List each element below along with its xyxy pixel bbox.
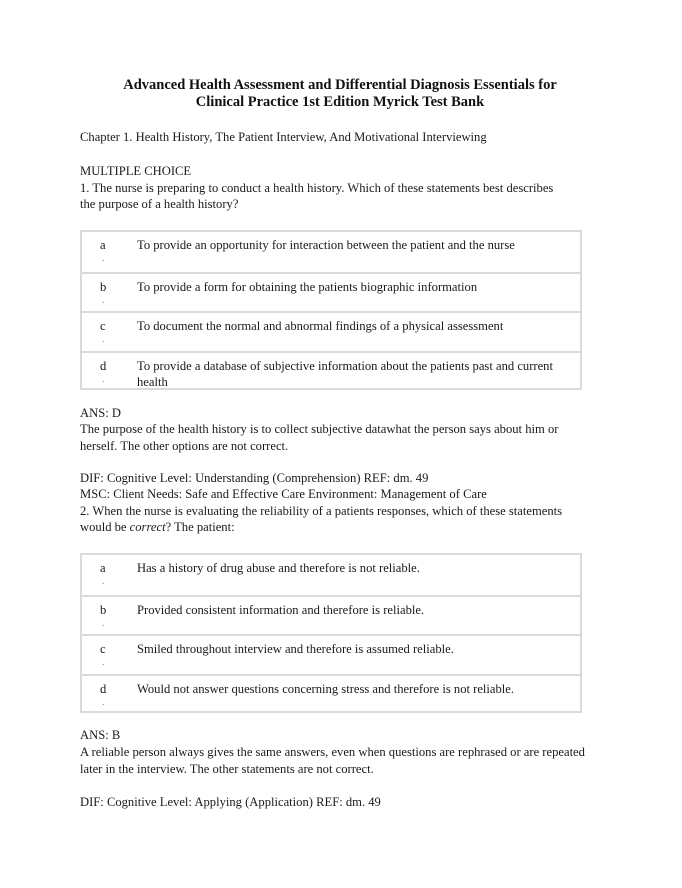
question-1-dif: DIF: Cognitive Level: Understanding (Comprehension) REF: dm. 49 bbox=[80, 471, 429, 485]
question-2-stem-line-2 bbox=[80, 519, 235, 536]
choice-row[interactable] bbox=[82, 272, 580, 312]
choice-letter: d bbox=[100, 681, 107, 696]
choice-text: To provide a form for obtaining the patients biographic information bbox=[137, 279, 478, 294]
question-1-msc: MSC: Client Needs: Safe and Effective Care Environment: Management of Care bbox=[80, 487, 487, 501]
choice-text: Smiled throughout interview and therefore is assumed reliable. bbox=[137, 642, 454, 656]
choice-text: Would not answer questions concerning stress and therefore is not reliable. bbox=[137, 681, 515, 696]
question-1-choices bbox=[80, 230, 582, 390]
title-line-1: Advanced Health Assessment and Differential Diagnosis Essentials for bbox=[123, 77, 557, 93]
choice-row[interactable] bbox=[82, 595, 580, 635]
question-2-choices bbox=[80, 553, 582, 713]
stem-emphasis: correct bbox=[129, 520, 166, 534]
document-title bbox=[80, 77, 600, 111]
choice-dot: . bbox=[102, 294, 105, 306]
choice-dot: . bbox=[102, 373, 105, 385]
question-2-stem-line-1: 2. When the nurse is evaluating the reliability of a patients responses, which of these statements bbox=[80, 504, 563, 518]
choice-letter: b bbox=[100, 602, 107, 617]
choice-dot: . bbox=[102, 657, 105, 668]
choice-letter: a bbox=[100, 561, 106, 575]
chapter-heading: Chapter 1. Health History, The Patient Interview, And Motivational Interviewing bbox=[80, 130, 487, 144]
section-heading: MULTIPLE CHOICE bbox=[80, 164, 192, 178]
choice-row[interactable] bbox=[82, 351, 580, 391]
choice-letter: a bbox=[100, 238, 106, 252]
stem-suffix: ? The patient: bbox=[165, 520, 235, 534]
choice-letter: c bbox=[100, 319, 106, 333]
choice-dot: . bbox=[102, 617, 105, 629]
question-1-answer: ANS: D bbox=[80, 406, 121, 420]
choice-letter: b bbox=[100, 279, 107, 294]
question-1-stem-line-2: the purpose of a health history? bbox=[80, 197, 239, 211]
choice-text: To document the normal and abnormal findings of a physical assessment bbox=[137, 319, 504, 333]
question-1-rationale: The purpose of the health history is to collect subjective datawhat the person says about him or herself. The other options are not correct. bbox=[80, 422, 559, 453]
choice-dot: . bbox=[102, 334, 105, 345]
title-line-2: Clinical Practice 1st Edition Myrick Test Bank bbox=[195, 94, 485, 110]
choice-row[interactable] bbox=[82, 634, 580, 674]
question-2-answer: ANS: B bbox=[80, 728, 121, 742]
choice-dot: . bbox=[102, 696, 105, 708]
question-2-rationale: A reliable person always gives the same answers, even when questions are rephrased or are repeated later in the interview. The other statements are not correct. bbox=[80, 745, 585, 776]
choice-row[interactable] bbox=[82, 555, 580, 595]
choice-row[interactable] bbox=[82, 232, 580, 272]
question-2-dif: DIF: Cognitive Level: Applying (Application) REF: dm. 49 bbox=[80, 795, 381, 809]
choice-dot: . bbox=[102, 576, 105, 587]
choice-letter: d bbox=[100, 358, 107, 373]
choice-row[interactable] bbox=[82, 674, 580, 714]
choice-text: To provide an opportunity for interaction between the patient and the nurse bbox=[137, 238, 515, 252]
choice-text: To provide a database of subjective information about the patients past and current health bbox=[137, 358, 553, 389]
choice-dot: . bbox=[102, 253, 105, 264]
choice-text: Has a history of drug abuse and therefore is not reliable. bbox=[137, 561, 420, 575]
choice-letter: c bbox=[100, 642, 106, 656]
stem-prefix: would be bbox=[80, 520, 130, 534]
question-1-stem-line-1: 1. The nurse is preparing to conduct a health history. Which of these statements best describes bbox=[80, 181, 554, 195]
choice-text: Provided consistent information and therefore is reliable. bbox=[137, 602, 425, 617]
choice-row[interactable] bbox=[82, 311, 580, 351]
